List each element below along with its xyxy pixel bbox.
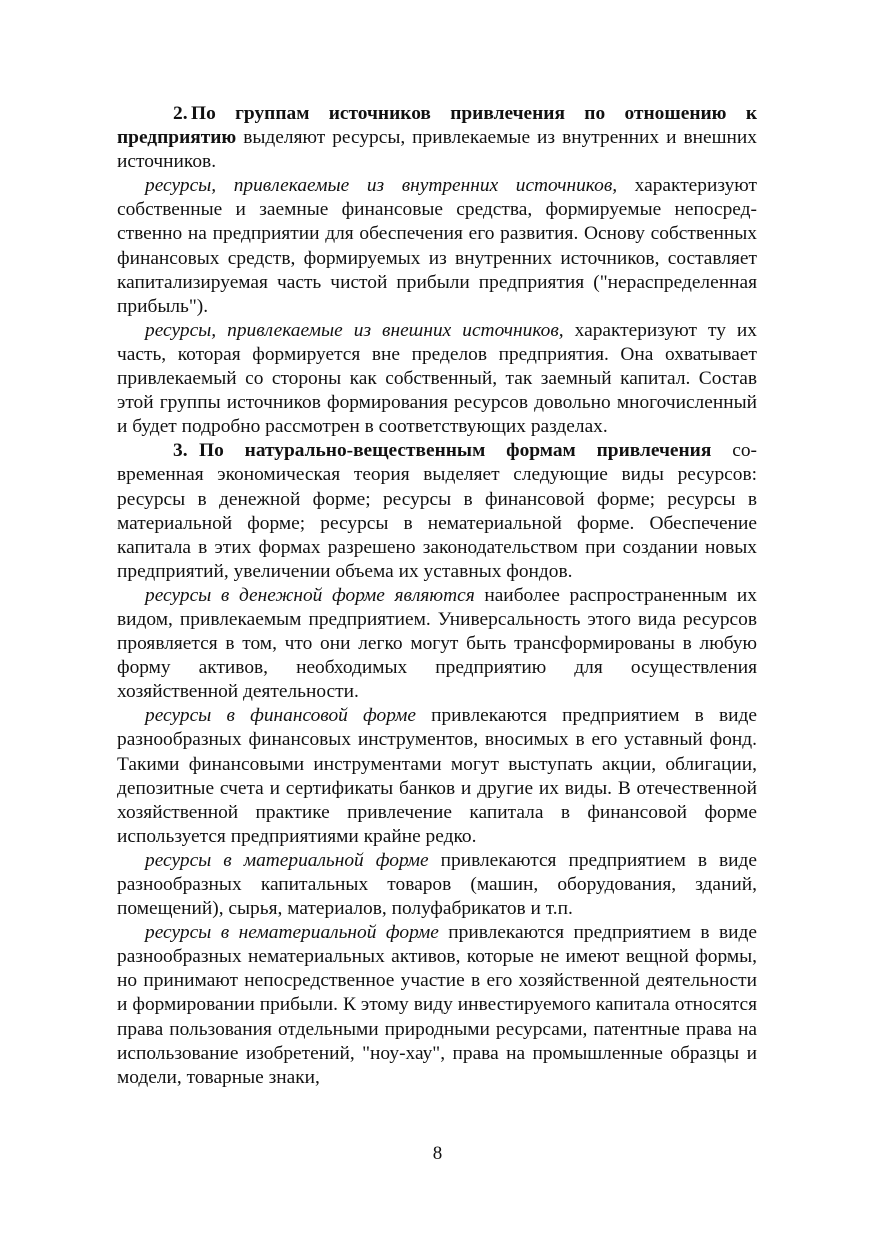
paragraph-text: привлекаются предприятием в виде разнообразных финансовых инструментов, вносимых в его уставный фонд. Такими финансовыми инструментами могут выступать акции, облигации, депозитные счета и сертификаты банков и другие их виды. В отечественной хозяйственной практике привлечение капитала в финансовой форме используется предприятиями крайне редко. <box>117 705 757 847</box>
paragraph-text: привлекаются предприятием в виде разнообразных капитальных товаров (машин, оборудования, зданий, помещений), сырья, материалов, полуфабрикатов и т.п. <box>117 849 757 920</box>
paragraph-financial-form <box>117 704 757 849</box>
page-body <box>117 102 757 1090</box>
paragraph-text: характеризуют ту их часть, которая формируется вне пределов предприятия. Она охватывает привлекаемый со стороны как собственный, так заемный капитал. Состав этой группы источников формирования ресурсов довольно многочисленный и будет подробно рассмотрен в соответствующих разделах. <box>117 319 757 438</box>
item-number: 3. <box>173 440 188 462</box>
section-heading: По натурально-вещественным формам привлечения <box>199 440 712 462</box>
paragraph-natural-forms <box>117 439 757 584</box>
term: ресурсы в материальной форме <box>145 849 429 871</box>
term: ресурсы в денежной форме являются <box>145 584 475 606</box>
paragraph-monetary-form <box>117 584 757 704</box>
paragraph-text: наиболее распространенным их видом, привлекаемым предприятием. Универсальность этого вида ресурсов проявляется в том, что они легко могут быть трансформированы в любую форму активов, необходимых предприятию для осуществления хозяйственной деятельности. <box>117 584 757 703</box>
term: ресурсы, привлекаемые из внешних источников, <box>145 319 564 341</box>
term: ресурсы, привлекаемые из внутренних источников, <box>145 175 618 197</box>
paragraph-text: выделяют ресурсы, привлекаемые из внутренних и внешних источников. <box>117 127 757 173</box>
paragraph-internal-external-sources <box>117 102 757 174</box>
paragraph-external-sources <box>117 319 757 439</box>
term: ресурсы в нематериальной форме <box>145 922 439 944</box>
paragraph-internal-sources <box>117 174 757 319</box>
paragraph-text: привлекаются предприятием в виде разнообразных нематериальных активов, которые не имеют вещной формы, но принимают непосредственное участие в его хозяйственной деятельности и формировании прибыли. К этому виду инвестируемого капитала относятся права пользования отдельными природными ресурсами, патентные права на использование изобретений, "ноу-хау", права на промышленные образцы и модели, товарные знаки, <box>117 922 757 1088</box>
paragraph-text: современная экономическая теория выделяет следующие виды ресурсов: ресурсы в денежной форме; ресурсы в финансовой форме; ресурсы в материальной форме; ресурсы в нематериальной форме. Обеспечение капитала в этих формах разрешено законодательством при создании новых предприятий, увеличении объема их уставных фондов. <box>117 440 757 582</box>
paragraph-material-form <box>117 849 757 921</box>
page-number: 8 <box>432 1143 443 1164</box>
item-number: 2. <box>173 103 188 124</box>
paragraph-text: характеризуют собственные и заемные финансовые средства, формируемые непосредственно на предприятии для обеспечения его развития. Основу собственных финансовых средств, формируемых из внутренних источников, составляет капитализируемая часть чистой прибыли предприятия ("нераспределенная прибыль"). <box>117 175 757 317</box>
paragraph-intangible-form <box>117 921 757 1090</box>
term: ресурсы в финансовой форме <box>145 705 416 727</box>
section-heading: По группам источников привлечения по отношению к предприятию <box>117 103 757 149</box>
